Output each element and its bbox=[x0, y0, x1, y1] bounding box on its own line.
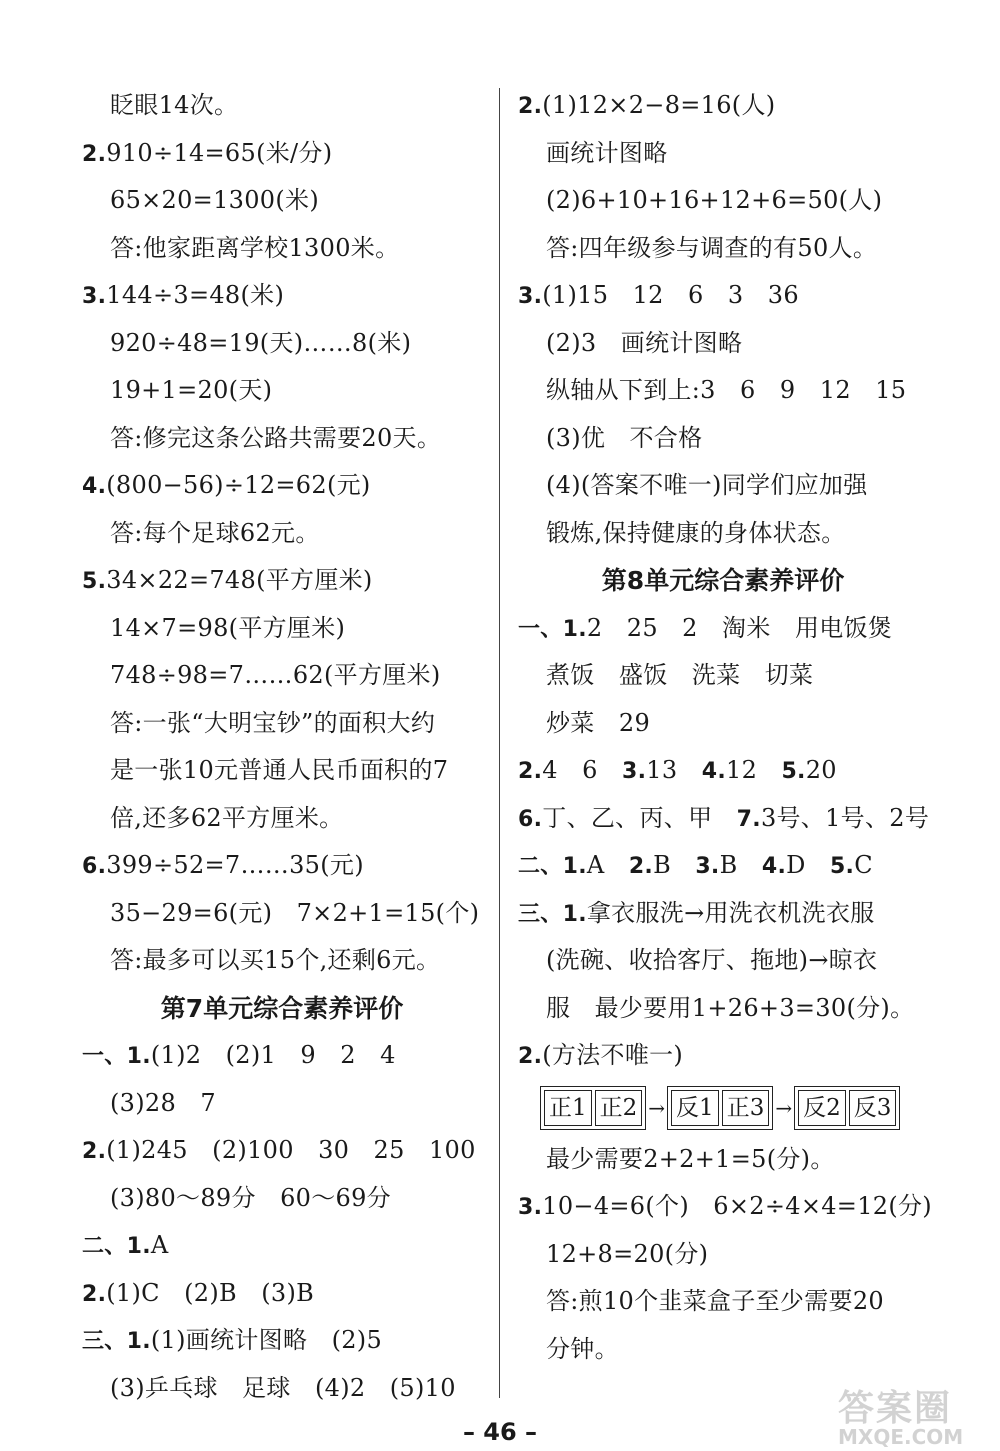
answer-text: 12 bbox=[726, 756, 782, 784]
answer-text: 12+8=20(分) bbox=[546, 1239, 709, 1268]
answer-line bbox=[518, 700, 928, 748]
answer-text: 分钟。 bbox=[546, 1334, 619, 1363]
column-divider bbox=[499, 88, 500, 1398]
page-number: – 46 – bbox=[462, 1418, 538, 1446]
answer-line bbox=[82, 1317, 482, 1365]
flow-step-group bbox=[794, 1086, 900, 1130]
answer-text: (1)245 (2)100 30 25 100 bbox=[106, 1136, 476, 1164]
answer-text: 65×20=1300(米) bbox=[110, 186, 320, 214]
answer-text: (800−56)÷12=62(元) bbox=[106, 471, 371, 499]
answer-line bbox=[518, 985, 928, 1033]
answer-text: 2 25 2 淘米 用电饭煲 bbox=[586, 613, 893, 642]
answer-text: 眨眼14次。 bbox=[110, 91, 239, 119]
answer-line bbox=[518, 1278, 928, 1326]
answer-line bbox=[82, 1365, 482, 1413]
answer-text: 是一张10元普通人民币面积的7 bbox=[110, 756, 449, 784]
answer-line bbox=[82, 1270, 482, 1318]
answer-text: (2)3 画统计图略 bbox=[546, 328, 743, 357]
flow-step-box: 反3 bbox=[849, 1090, 897, 1126]
answer-text: 拿衣服洗→用洗衣机洗衣服 bbox=[586, 898, 875, 927]
answer-text: 答:一张“大明宝钞”的面积大约 bbox=[110, 708, 436, 737]
question-number: 3. bbox=[622, 759, 647, 784]
answer-line bbox=[82, 937, 482, 985]
answer-text: 13 bbox=[646, 756, 702, 784]
answer-line bbox=[82, 747, 482, 795]
answer-text: (3)80～89分 60～69分 bbox=[110, 1183, 391, 1212]
right-answers-bottom bbox=[518, 1136, 932, 1374]
answer-line bbox=[82, 462, 482, 510]
answer-line bbox=[518, 1136, 928, 1184]
flow-step-box: 反2 bbox=[798, 1090, 846, 1126]
answer-line bbox=[518, 842, 928, 890]
answer-text: (方法不唯一) bbox=[542, 1041, 684, 1069]
answer-line bbox=[518, 272, 928, 320]
question-number: 一、1. bbox=[518, 616, 587, 642]
answer-text: (1)15 12 6 3 36 bbox=[542, 281, 799, 309]
answer-text: 答:四年级参与调查的有50人。 bbox=[546, 233, 878, 262]
watermark-logo bbox=[838, 1380, 998, 1448]
watermark-text: 答案圈 bbox=[838, 1388, 953, 1429]
answer-line bbox=[82, 795, 482, 843]
answer-line bbox=[518, 130, 928, 178]
answer-line bbox=[82, 510, 482, 558]
answer-line bbox=[82, 415, 482, 463]
question-number: 5. bbox=[781, 759, 806, 784]
question-number: 3. bbox=[518, 1195, 543, 1220]
answer-line bbox=[82, 842, 482, 890]
answer-line bbox=[82, 82, 482, 130]
question-number: 4. bbox=[82, 474, 107, 499]
answer-text: 144÷3=48(米) bbox=[106, 281, 285, 309]
answer-line bbox=[82, 320, 482, 368]
answer-text: 锻炼,保持健康的身体状态。 bbox=[546, 518, 846, 547]
answer-line bbox=[82, 225, 482, 273]
answer-text: D bbox=[786, 851, 830, 879]
answer-text: 煮饭 盛饭 洗菜 切菜 bbox=[546, 661, 814, 689]
question-number: 二、1. bbox=[82, 1234, 151, 1259]
question-number: 6. bbox=[518, 806, 543, 832]
answer-line bbox=[518, 747, 928, 795]
answer-line bbox=[518, 890, 928, 938]
flow-step-group bbox=[667, 1086, 773, 1130]
answer-text: 35−29=6(元) 7×2+1=15(个) bbox=[110, 898, 480, 927]
answer-text: 答:他家距离学校1300米。 bbox=[110, 233, 400, 262]
answer-text: 炒菜 29 bbox=[546, 708, 651, 737]
question-number: 5. bbox=[829, 854, 855, 879]
answer-line bbox=[518, 510, 928, 558]
answer-line bbox=[518, 82, 928, 130]
answer-text: (1)C (2)B (3)B bbox=[106, 1278, 315, 1307]
section-heading: 第8单元综合素养评价 bbox=[601, 566, 845, 595]
answer-line bbox=[82, 272, 482, 320]
answer-text: 最少需要2+2+1=5(分)。 bbox=[546, 1144, 835, 1173]
answer-line bbox=[518, 795, 928, 843]
flow-step-box: 正2 bbox=[595, 1090, 643, 1126]
flow-arrow: → bbox=[648, 1095, 666, 1120]
question-number: 3. bbox=[695, 854, 720, 879]
question-number: 一、1. bbox=[82, 1044, 151, 1069]
answer-line bbox=[518, 1231, 928, 1279]
answer-text: (3)乒乓球 足球 (4)2 (5)10 bbox=[110, 1373, 456, 1402]
question-number: 2. bbox=[628, 854, 654, 879]
question-number: 2. bbox=[518, 1044, 543, 1069]
answer-text: A bbox=[586, 851, 629, 879]
answer-text: 748÷98=7……62(平方厘米) bbox=[110, 661, 441, 689]
right-column bbox=[518, 82, 932, 1373]
answer-text: 答:最多可以买15个,还剩6元。 bbox=[110, 946, 441, 974]
answer-line bbox=[82, 1080, 482, 1128]
question-number: 7. bbox=[736, 806, 761, 832]
answer-text: 3号、1号、2号 bbox=[760, 803, 930, 832]
answer-line bbox=[82, 177, 482, 225]
question-number: 二、1. bbox=[518, 854, 587, 879]
answer-text: B bbox=[653, 851, 696, 879]
answer-text: 服 最少要用1+26+3=30(分)。 bbox=[546, 993, 915, 1022]
flow-arrow: → bbox=[775, 1095, 793, 1120]
section-heading: 第7单元综合素养评价 bbox=[160, 993, 404, 1023]
question-number: 3. bbox=[82, 284, 107, 309]
answer-line bbox=[82, 652, 482, 700]
answer-text: (2)6+10+16+12+6=50(人) bbox=[546, 186, 883, 214]
answer-text: 19+1=20(天) bbox=[110, 376, 273, 404]
question-number: 2. bbox=[82, 1139, 107, 1164]
answer-text: 34×22=748(平方厘米) bbox=[106, 566, 373, 594]
answer-text: B bbox=[719, 851, 762, 879]
flow-diagram bbox=[518, 1080, 928, 1136]
watermark-url: MXQE.COM bbox=[838, 1425, 964, 1449]
answer-line bbox=[82, 1222, 482, 1270]
answer-text: 920÷48=19(天)……8(米) bbox=[110, 328, 412, 357]
answer-line bbox=[518, 1032, 928, 1080]
question-number: 2. bbox=[518, 759, 543, 784]
answer-text: (洗碗、收拾客厅、拖地)→晾衣 bbox=[546, 946, 878, 974]
answer-text: A bbox=[150, 1231, 169, 1259]
answer-text: 答:每个足球62元。 bbox=[110, 518, 320, 547]
question-number: 三、1. bbox=[518, 901, 587, 927]
answer-text: 399÷52=7……35(元) bbox=[106, 851, 364, 879]
answer-text: 4 6 bbox=[542, 756, 623, 784]
answer-line bbox=[82, 557, 482, 605]
answer-text: 画统计图略 bbox=[546, 138, 668, 167]
answer-text: 答:修完这条公路共需要20天。 bbox=[110, 423, 442, 452]
answer-text: 答:煎10个韭菜盒子至少需要20 bbox=[546, 1287, 884, 1315]
question-number: 2. bbox=[82, 1281, 107, 1307]
answer-line bbox=[518, 652, 928, 700]
question-number: 4. bbox=[761, 854, 787, 879]
question-number: 2. bbox=[82, 141, 107, 167]
answer-text: 14×7=98(平方厘米) bbox=[110, 613, 346, 642]
answer-line bbox=[518, 367, 928, 415]
flow-step-box: 正3 bbox=[722, 1090, 770, 1126]
answer-line bbox=[518, 225, 928, 273]
answer-line bbox=[518, 605, 928, 653]
answer-text: 丁、乙、丙、甲 bbox=[542, 803, 737, 832]
answer-line bbox=[518, 320, 928, 368]
flow-step-group bbox=[540, 1086, 646, 1130]
question-number: 4. bbox=[701, 759, 726, 784]
answer-line bbox=[82, 1032, 482, 1080]
answer-line bbox=[82, 605, 482, 653]
answer-line bbox=[82, 1127, 482, 1175]
answer-text: 20 bbox=[805, 756, 837, 784]
answer-text: (1)画统计图略 (2)5 bbox=[150, 1326, 383, 1354]
answer-line bbox=[82, 1175, 482, 1223]
answer-text: 纵轴从下到上:3 6 9 12 15 bbox=[546, 376, 907, 404]
answer-line bbox=[518, 462, 928, 510]
answer-text: C bbox=[854, 851, 873, 879]
question-number: 3. bbox=[518, 284, 543, 309]
answer-text: 910÷14=65(米/分) bbox=[106, 138, 333, 167]
answer-text: (1)2 (2)1 9 2 4 bbox=[150, 1041, 396, 1069]
question-number: 6. bbox=[82, 854, 107, 879]
answer-text: (4)(答案不唯一)同学们应加强 bbox=[546, 471, 868, 499]
answer-line bbox=[82, 700, 482, 748]
right-answers-top bbox=[518, 82, 928, 1080]
question-number: 2. bbox=[518, 94, 543, 119]
answer-text: 10−4=6(个) 6×2÷4×4=12(分) bbox=[542, 1192, 932, 1220]
answer-line bbox=[518, 937, 928, 985]
answer-text: 倍,还多62平方厘米。 bbox=[110, 803, 344, 832]
question-number: 5. bbox=[82, 569, 107, 594]
flow-step-box: 正1 bbox=[544, 1090, 592, 1126]
answer-text: (3)优 不合格 bbox=[546, 423, 703, 452]
answer-line bbox=[518, 1183, 932, 1231]
answer-line bbox=[82, 890, 482, 938]
answer-line bbox=[518, 1326, 928, 1374]
answer-line bbox=[518, 177, 928, 225]
left-column bbox=[82, 82, 482, 1412]
flow-step-box: 反1 bbox=[671, 1090, 719, 1126]
answer-line bbox=[82, 367, 482, 415]
question-number: 三、1. bbox=[82, 1329, 151, 1354]
answer-line bbox=[518, 415, 928, 463]
answer-text: (3)28 7 bbox=[110, 1088, 216, 1117]
answer-line bbox=[82, 130, 482, 178]
answer-text: (1)12×2−8=16(人) bbox=[542, 91, 776, 119]
